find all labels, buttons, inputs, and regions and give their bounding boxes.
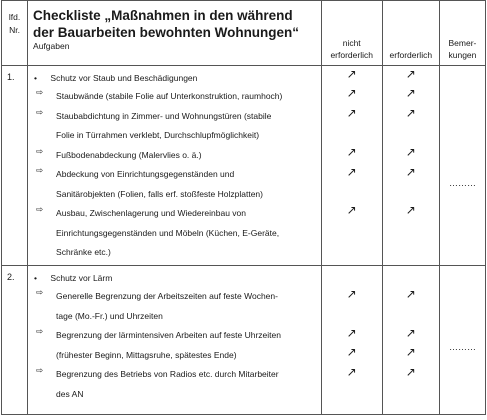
- check-arrow-icon[interactable]: ↗: [346, 106, 357, 120]
- check-arrow-icon[interactable]: ↗: [405, 106, 416, 120]
- item-line: Ausbau, Zwischenlagerung und Wiedereinbau von: [56, 208, 247, 218]
- item-line: Staubwände (stabile Folie auf Unterkonstruktion, raumhoch): [56, 91, 283, 101]
- check-arrow-icon[interactable]: ↗: [346, 165, 357, 179]
- check-arrow-icon[interactable]: ↗: [346, 145, 357, 159]
- check-arrow-icon[interactable]: ↗: [346, 326, 357, 340]
- nicht-erforderlich-cell-2: [321, 266, 382, 415]
- item-line: tage (Mo.-Fr.) und Uhrzeiten: [56, 310, 163, 321]
- arrow-right-icon: ⇨: [36, 106, 44, 117]
- check-arrow-icon[interactable]: ↗: [405, 67, 416, 81]
- section-row-1: [2, 66, 486, 266]
- section-heading-text: Schutz vor Staub und Beschädigungen: [50, 73, 198, 83]
- item-line: (frühester Beginn, Mittagsruhe, spätestes Ende): [56, 349, 237, 360]
- bemerkungen-cell-2[interactable]: [439, 266, 485, 415]
- list-item: [33, 146, 315, 166]
- header-erf-label: erforderlich: [389, 50, 433, 60]
- arrow-right-icon: ⇨: [36, 165, 44, 175]
- list-item: [33, 326, 315, 365]
- list-item: [33, 287, 315, 326]
- list-item: [33, 365, 315, 404]
- section-nr: 2.: [2, 266, 28, 415]
- item-line: Einrichtungsgegenständen und Möbeln (Küchen, E-Geräte,: [56, 227, 280, 238]
- check-arrow-icon[interactable]: ↗: [346, 345, 357, 359]
- check-arrow-icon[interactable]: ↗: [405, 365, 416, 379]
- header-nr: [2, 1, 28, 66]
- item-line: Begrenzung des Betriebs von Radios etc. durch Mitarbeiter: [56, 369, 279, 379]
- check-arrow-icon[interactable]: ↗: [405, 345, 416, 359]
- remarks-placeholder: ………: [448, 178, 476, 188]
- list-item: [33, 87, 315, 107]
- section-content-1: [28, 66, 322, 266]
- checklist-title-line1: Checkliste „Maßnahmen in den während: [33, 8, 293, 23]
- header-nicht-erforderlich: [321, 1, 382, 66]
- header-row: [2, 1, 486, 66]
- section-nr: 1.: [2, 66, 28, 266]
- check-arrow-icon[interactable]: ↗: [346, 365, 357, 379]
- check-arrow-icon[interactable]: ↗: [346, 86, 357, 100]
- header-title-cell: [28, 1, 322, 66]
- item-line: Generelle Begrenzung der Arbeitszeiten auf feste Wochen-: [56, 291, 278, 301]
- item-line: Begrenzung der lärmintensiven Arbeiten auf feste Uhrzeiten: [56, 330, 281, 340]
- item-line: Sanitärobjekten (Folien, falls erf. stoßfeste Holzplatten): [56, 188, 263, 199]
- item-line: Schränke etc.): [56, 247, 111, 257]
- arrow-right-icon: ⇨: [36, 87, 44, 97]
- bullet-icon: •: [34, 273, 38, 283]
- bemerkungen-cell-1[interactable]: [439, 66, 485, 266]
- header-nr-line2: Nr.: [9, 25, 20, 35]
- section-content-2: [28, 266, 322, 415]
- item-line: Abdeckung von Einrichtungsgegenständen und: [56, 169, 235, 179]
- section-row-2: [2, 266, 486, 415]
- list-item: [33, 107, 315, 146]
- list-item: [33, 165, 315, 204]
- check-arrow-icon[interactable]: ↗: [346, 203, 357, 217]
- check-arrow-icon[interactable]: ↗: [405, 287, 416, 301]
- erforderlich-cell-2: [382, 266, 439, 415]
- check-arrow-icon[interactable]: ↗: [346, 67, 357, 81]
- check-arrow-icon[interactable]: ↗: [346, 287, 357, 301]
- section-heading-text: Schutz vor Lärm: [50, 273, 113, 283]
- arrow-right-icon: ⇨: [36, 287, 44, 297]
- arrow-right-icon: ⇨: [36, 204, 44, 214]
- check-arrow-icon[interactable]: ↗: [405, 203, 416, 217]
- arrow-right-icon: ⇨: [36, 365, 44, 375]
- header-erforderlich: [382, 1, 439, 66]
- nicht-erforderlich-cell-1: [321, 66, 382, 266]
- bullet-icon: •: [34, 73, 38, 83]
- list-item: [33, 204, 315, 263]
- check-arrow-icon[interactable]: ↗: [405, 326, 416, 340]
- section-heading-2: [33, 270, 315, 287]
- header-nicht-line1: nicht: [342, 38, 361, 48]
- header-nicht-line2: erforderlich: [330, 50, 373, 60]
- header-nr-line1: lfd.: [8, 12, 21, 22]
- checklist-table: [1, 0, 486, 415]
- item-line: Folie in Türrahmen verklebt, Durchschlupfmöglichkeit): [56, 130, 260, 140]
- check-arrow-icon[interactable]: ↗: [405, 86, 416, 100]
- checklist-subtitle: Aufgaben: [33, 41, 70, 51]
- item-line: Fußbodenabdeckung (Malervlies o. ä.): [56, 149, 202, 160]
- header-bem-line2: kungen: [448, 50, 477, 60]
- erforderlich-cell-1: [382, 66, 439, 266]
- section-heading-1: [33, 70, 315, 87]
- arrow-right-icon: ⇨: [36, 326, 44, 336]
- check-arrow-icon[interactable]: ↗: [405, 145, 416, 159]
- item-line: des AN: [56, 388, 84, 399]
- header-bemerkungen: [439, 1, 485, 66]
- arrow-right-icon: ⇨: [36, 145, 44, 156]
- check-arrow-icon[interactable]: ↗: [405, 165, 416, 179]
- item-line: Staubabdichtung in Zimmer- und Wohnungstüren (stabile: [56, 110, 272, 121]
- header-bem-line1: Bemer-: [448, 38, 477, 48]
- checklist-title-line2: der Bauarbeiten bewohnten Wohnungen“: [33, 25, 300, 40]
- remarks-placeholder: ………: [448, 342, 476, 352]
